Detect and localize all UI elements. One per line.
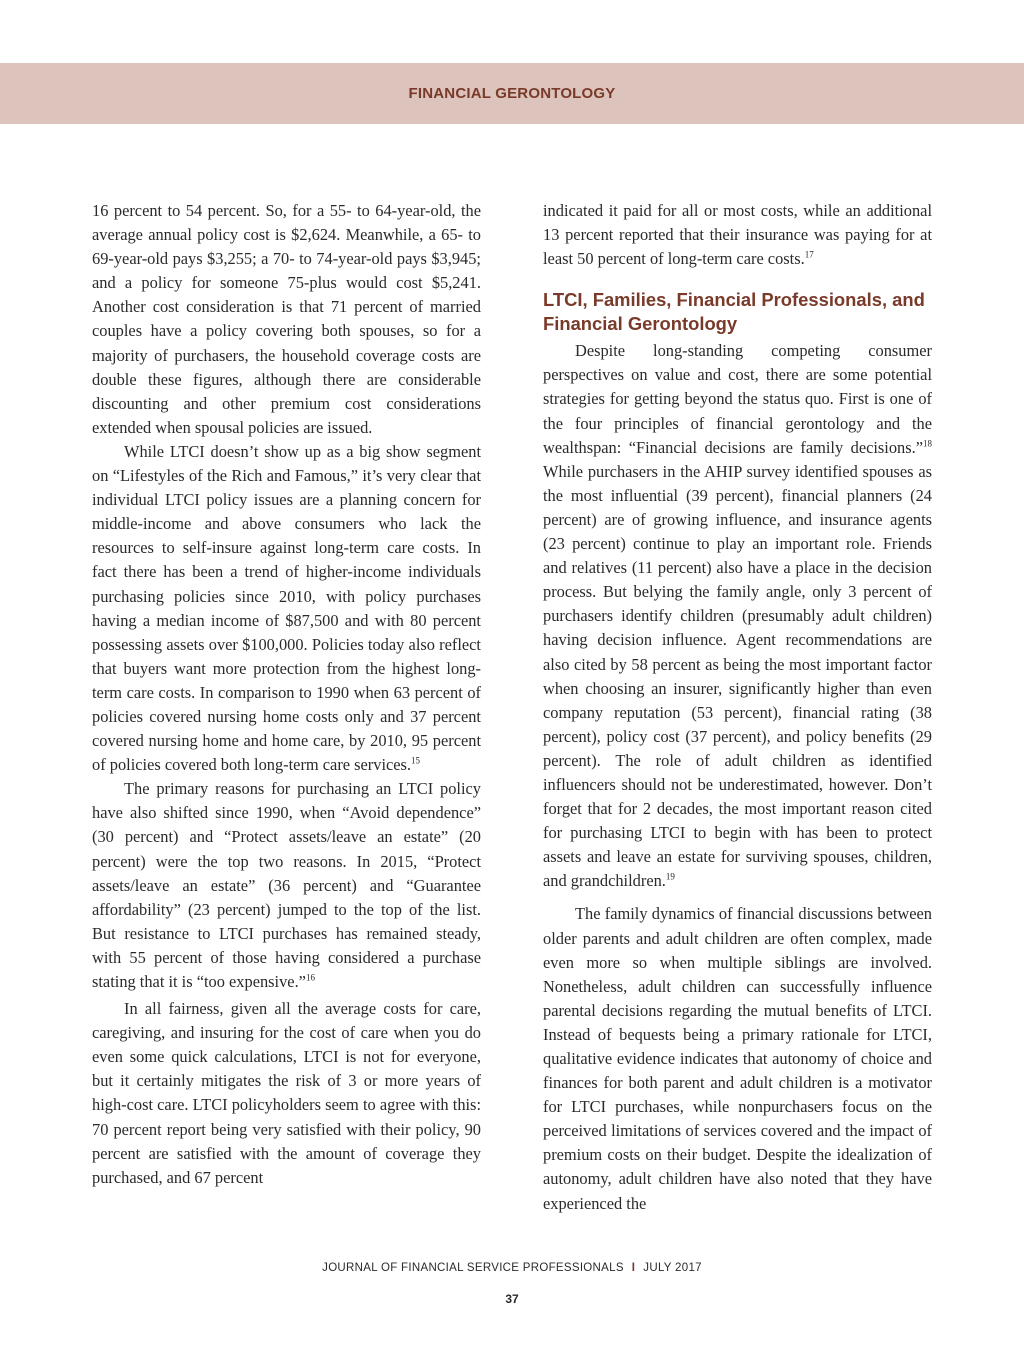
paragraph: indicated it paid for all or most costs, while an additional 13 percent reported that their insurance was paying for at least 50 percent of long-term care costs.$^{17}$ xyxy=(543,201,932,269)
running-footer xyxy=(0,1262,1024,1274)
section-header-band xyxy=(0,63,1024,124)
issue-date: JULY 2017 xyxy=(643,1262,702,1274)
footer-separator: I xyxy=(631,1262,636,1274)
footnote-ref: 16 xyxy=(305,972,315,983)
paragraph: The primary reasons for purchasing an LTCI policy have also shifted since 1990, when “Avoid dependence” (30 percent) and “Protect assets/leave an estate” (20 percent) were the top two reasons. In 2015, “Protect assets/leave an estate” (36 percent) and “Guarantee affordability” (23 percent) jumped to the top of the list. But resistance to LTCI purchases has remained steady, with 55 percent of those having considered a purchase stating that it is “too expensive.”$^{16}$ xyxy=(92,779,481,991)
left-column xyxy=(92,199,481,1190)
paragraph: In all fairness, given all the average costs for care, caregiving, and insuring for the cost of care when you do even some quick calculations, LTCI is not for everyone, but it certainly mitigates the risk of 3 or more years of high-cost care. LTCI policyholders seem to agree with this: 70 percent report being very satisfied with their policy, 90 percent are satisfied with the amount of coverage they purchased, and 67 percent xyxy=(92,999,481,1187)
paragraph: 16 percent to 54 percent. So, for a 55- to 64-year-old, the average annual policy cost is $2,624. Meanwhile, a 65- to 69-year-old pays $3,255; a 70- to 74-year-old pays $3,945; and a policy for someone 75-plus would cost $5,241. Another cost consideration is that 71 percent of married couples have a policy covering both spouses, so for a majority of purchasers, the household coverage costs are double these figures, although there are considerable discounting and other premium cost considerations extended when spousal policies are issued. xyxy=(92,201,481,437)
footnote-ref: 17 xyxy=(804,249,814,260)
paragraph: The family dynamics of financial discussions between older parents and adult children are often complex, made even more so when multiple siblings are involved. Nonetheless, adult children can successfully influence parental decisions regarding the mutual benefits of LTCI. Instead of bequests being a primary rationale for LTCI, qualitative evidence indicates that autonomy of choice and finances for both parent and adult children is a motivator for LTCI purchases, while nonpurchasers focus on the perceived limitations of services covered and the impact of premium costs on their budget. Despite the idealization of autonomy, adult children have also noted that they have experienced the xyxy=(543,904,932,1213)
paragraph: While LTCI doesn’t show up as a big show segment on “Lifestyles of the Rich and Famous,” it’s very clear that individual LTCI policy issues are a planning concern for middle-income and above consumers who lack the resources to self-insure against long-term care costs. In fact there has been a trend of higher-income individuals purchasing policies since 2010, with policy purchases having a median income of $87,500 and with 80 percent possessing assets over $100,000. Policies today also reflect that buyers want more protection from the highest long-term care costs. In comparison to 1990 when 63 percent of policies covered nursing home costs only and 37 percent covered nursing home and home care, by 2010, 95 percent of policies covered both long-term care services.$^{15}$ xyxy=(92,441,481,775)
footnote-ref: 18 xyxy=(923,438,932,449)
footnote-ref: 15 xyxy=(411,755,421,766)
footnote-ref: 19 xyxy=(665,871,675,882)
right-column xyxy=(543,199,932,1216)
paragraph: Despite long-standing competing consumer perspectives on value and cost, there are some potential strategies for getting beyond the status quo. First is one of the four principles of financial gerontology and the wealthspan: “Financial decisions are family decisions.”$^{18}$ While purchasers in the AHIP survey identified spouses as the most influential (39 percent), financial planners (24 percent) are of growing influence, and insurance agents (23 percent) continue to play an important role. Friends and relatives (11 percent) also have a place in the decision process. But belying the family angle, only 3 percent of purchasers identify children (presumably adult children) having decision influence. Agent recommendations are also cited by 58 percent as being the most important factor when choosing an insurer, significantly higher than even company reputation (53 percent), financial rating (38 percent), policy cost (37 percent), and policy benefits (29 percent). The role of adult children as identified influencers should not be underestimated, however. Don’t forget that for 2 decades, the most important reason cited for purchasing LTCI to begin with has been to protect assets and leave an estate for surviving spouses, children, and grandchildren.$^{19}$ xyxy=(543,341,932,891)
section-heading: LTCI, Families, Financial Professionals, and Financial Gerontology xyxy=(543,289,925,335)
journal-name: JOURNAL OF FINANCIAL SERVICE PROFESSIONALS xyxy=(322,1262,624,1274)
section-title: FINANCIAL GERONTOLOGY xyxy=(408,85,616,102)
page-number: 37 xyxy=(505,1292,519,1306)
